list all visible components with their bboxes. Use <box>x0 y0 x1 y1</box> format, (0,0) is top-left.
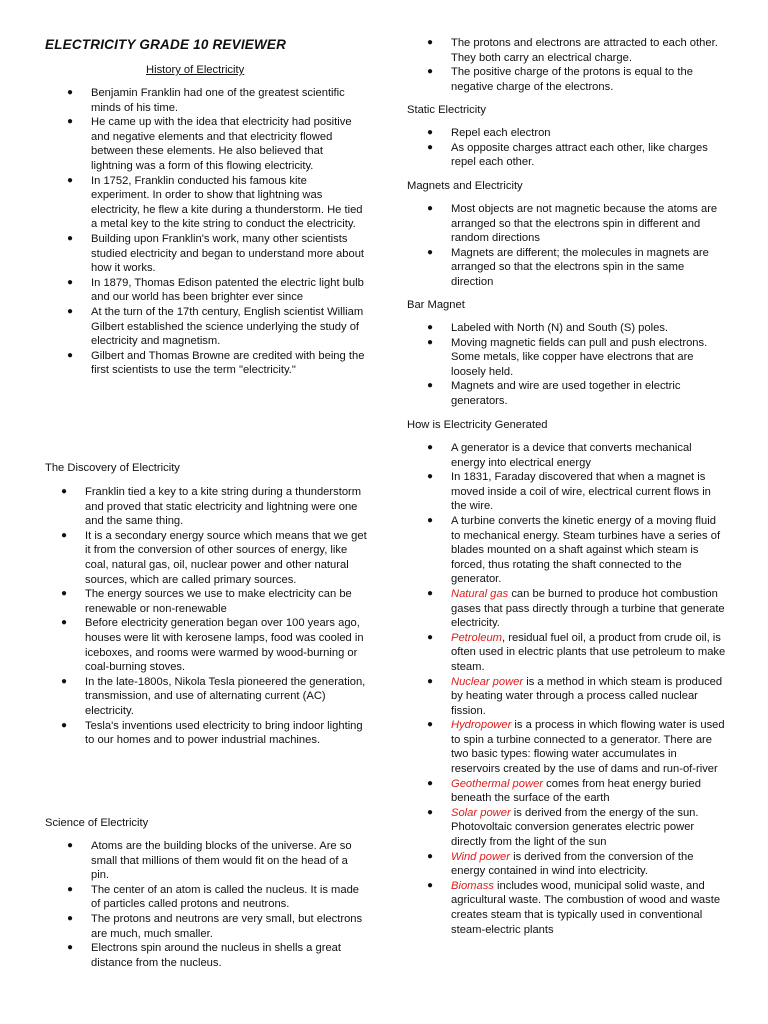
bullet-icon: ● <box>67 232 74 244</box>
list-item: ● Hydropower is a process in which flowing water is used to spin a turbine connected to a generator. There are two basic types: flowing water accumulates in reservoirs created by the use of dams and run-of-river <box>427 719 725 776</box>
list-item: ● Moving magnetic fields can pull and push electrons. Some metals, like copper have electrons that are loosely held. <box>427 336 708 378</box>
bullet-icon: ● <box>67 840 74 851</box>
list-item: ● At the turn of the 17th century, English scientist William Gilbert established the science underlying the study of electricity and magnetism. <box>67 305 364 348</box>
bullet-icon: ● <box>427 777 434 789</box>
discovery-heading: The Discovery of Electricity <box>45 462 180 474</box>
bullet-icon: ● <box>67 883 74 895</box>
history-list <box>67 86 367 378</box>
bullet-icon: ● <box>427 587 434 599</box>
list-item: ● Nuclear power is a method in which steam is produced by heating water through a process called nuclear fission. <box>427 675 723 717</box>
bullet-icon: ● <box>427 336 434 348</box>
list-item: ● In 1831, Faraday discovered that when a magnet is moved inside a coil of wire, electrical current flows in the wire. <box>427 471 711 513</box>
bullet-icon: ● <box>427 631 434 643</box>
magnets-list <box>427 202 727 290</box>
list-item: ● Most objects are not magnetic because the atoms are arranged so that the electrons spin in different and random directions <box>427 203 718 245</box>
bullet-icon: ● <box>427 37 434 48</box>
list-item: ● The positive charge of the protons is equal to the negative charge of the electrons. <box>427 66 693 93</box>
list-item: ● Labeled with North (N) and South (S) poles. <box>427 322 669 334</box>
bullet-icon: ● <box>427 850 434 862</box>
bar-magnet-list <box>427 321 727 409</box>
list-item: ● Magnets are different; the molecules in magnets are arranged so that the electrons spin in the same direction <box>427 246 709 288</box>
bar-magnet-heading: Bar Magnet <box>407 299 465 311</box>
bullet-icon: ● <box>61 675 68 687</box>
bullet-icon: ● <box>61 588 68 600</box>
bullet-icon: ● <box>427 66 434 78</box>
term-highlight: Wind power <box>451 850 510 863</box>
bullet-icon: ● <box>427 246 434 258</box>
term-highlight: Geothermal power <box>451 777 544 790</box>
term-highlight: Petroleum <box>451 631 502 644</box>
bullet-icon: ● <box>427 442 434 453</box>
bullet-icon: ● <box>427 675 434 687</box>
list-item: ● Biomass includes wood, municipal solid waste, and agricultural waste. The combustion of wood and waste creates steam that is typically used in conventional steam-electric plants <box>427 879 721 936</box>
term-highlight: Biomass <box>451 879 494 892</box>
bullet-icon: ● <box>427 141 434 153</box>
bullet-icon: ● <box>61 719 68 731</box>
list-item: ● It is a secondary energy source which means that we get it from the conversion of other sources of energy, like coal, natural gas, oil, nuclear power and other natural sources, which are called primary sources. <box>61 529 367 586</box>
bullet-icon: ● <box>67 349 74 361</box>
magnets-heading: Magnets and Electricity <box>407 180 523 192</box>
bullet-icon: ● <box>427 879 434 891</box>
bullet-icon: ● <box>61 617 68 629</box>
science-cont-list <box>427 36 727 94</box>
bullet-icon: ● <box>427 380 434 392</box>
list-item: ● The protons and electrons are attracted to each other. They both carry an electrical charge. <box>427 37 718 64</box>
term-highlight: Solar power <box>451 806 511 819</box>
list-item: ● Atoms are the building blocks of the universe. Are so small that millions of them would fit on the head of a pin. <box>67 840 352 882</box>
bullet-icon: ● <box>67 276 74 288</box>
bullet-icon: ● <box>67 942 74 954</box>
generated-list <box>427 441 727 937</box>
bullet-icon: ● <box>61 486 68 497</box>
bullet-icon: ● <box>427 719 434 731</box>
list-item: ● In 1752, Franklin conducted his famous kite experiment. In order to show that lightning was electricity, he flew a kite during a thunderstorm. He tied a metal key to the kite string to conduct the electricity. <box>67 174 363 231</box>
list-item: ● Magnets and wire are used together in electric generators. <box>427 380 681 407</box>
static-list <box>427 126 727 170</box>
list-item: ● Before electricity generation began over 100 years ago, houses were lit with kerosene lamps, food was cooled in iceboxes, and rooms were warmed by wood-burning or coal-burning stoves. <box>61 617 364 674</box>
list-item: ● Solar power is derived from the energy of the sun. Photovoltaic conversion generates electric power directly from the light of the sun <box>427 806 699 849</box>
bullet-icon: ● <box>427 322 434 333</box>
bullet-icon: ● <box>427 471 434 483</box>
list-item: ● Geothermal power comes from heat energy buried beneath the surface of the earth <box>427 777 701 805</box>
list-item: ● Wind power is derived from the conversion of the energy contained in wind into electricity. <box>427 850 694 878</box>
discovery-list <box>61 485 367 748</box>
list-item: ● Natural gas can be burned to produce hot combustion gases that pass directly through a turbine that generate electricity. <box>427 587 725 630</box>
static-heading: Static Electricity <box>407 104 486 116</box>
list-item: ● A generator is a device that converts mechanical energy into electrical energy <box>427 442 692 469</box>
list-item: ● Franklin tied a key to a kite string during a thunderstorm and proved that static electricity and lightning were one and the same thing. <box>61 486 362 528</box>
bullet-icon: ● <box>67 174 74 186</box>
list-item: ● The protons and neutrons are very small, but electrons are much, much smaller. <box>67 912 363 940</box>
science-list <box>67 839 367 970</box>
term-highlight: Hydropower <box>451 719 512 732</box>
document-title: ELECTRICITY GRADE 10 REVIEWER <box>45 37 287 52</box>
term-highlight: Natural gas <box>451 587 509 600</box>
list-item: ● Petroleum, residual fuel oil, a product from crude oil, is often used in electric plants that use petroleum to make steam. <box>427 631 726 673</box>
list-item: ● Gilbert and Thomas Browne are credited with being the first scientists to use the term "electricity." <box>67 349 365 377</box>
bullet-icon: ● <box>61 529 68 541</box>
bullet-icon: ● <box>427 514 434 526</box>
generated-heading: How is Electricity Generated <box>407 419 548 431</box>
term-highlight: Nuclear power <box>451 675 524 688</box>
list-item: ● In the late-1800s, Nikola Tesla pioneered the generation, transmission, and use of alternating current (AC) electricity. <box>61 675 366 717</box>
list-item: ● Benjamin Franklin had one of the greatest scientific minds of his time. <box>67 87 345 114</box>
list-item: ● Electrons spin around the nucleus in shells a great distance from the nucleus. <box>67 942 342 969</box>
list-item: ● Building upon Franklin's work, many other scientists studied electricity and began to understand more about how it works. <box>67 232 365 275</box>
list-item: ● Tesla's inventions used electricity to bring indoor lighting to our homes and to power industrial machines. <box>61 719 363 747</box>
list-item: ● In 1879, Thomas Edison patented the electric light bulb and our world has been brighter ever since <box>67 276 364 304</box>
list-item: ● A turbine converts the kinetic energy of a moving fluid to mechanical energy. Steam turbines have a series of blades mounted on a shaft against which steam is forced, thus rotating the shaft connected to the generator. <box>427 514 721 586</box>
bullet-icon: ● <box>67 116 74 128</box>
list-item: ● The energy sources we use to make electricity can be renewable or non-renewable <box>61 588 352 615</box>
bullet-icon: ● <box>67 305 74 317</box>
bullet-icon: ● <box>67 87 74 98</box>
list-item: ● As opposite charges attract each other, like charges repel each other. <box>427 141 708 169</box>
list-item: ● The center of an atom is called the nucleus. It is made of particles called protons and neutrons. <box>67 883 360 911</box>
history-heading: History of Electricity <box>146 64 245 76</box>
list-item: ● He came up with the idea that electricity had positive and negative elements and that electricity flowed between these elements. He also believed that lightning was a form of this flowing electricity. <box>67 116 352 172</box>
bullet-icon: ● <box>427 127 434 138</box>
bullet-icon: ● <box>427 203 434 214</box>
bullet-icon: ● <box>427 806 434 818</box>
science-heading: Science of Electricity <box>45 817 149 829</box>
list-item: ● Repel each electron <box>427 127 551 139</box>
bullet-icon: ● <box>67 912 74 924</box>
